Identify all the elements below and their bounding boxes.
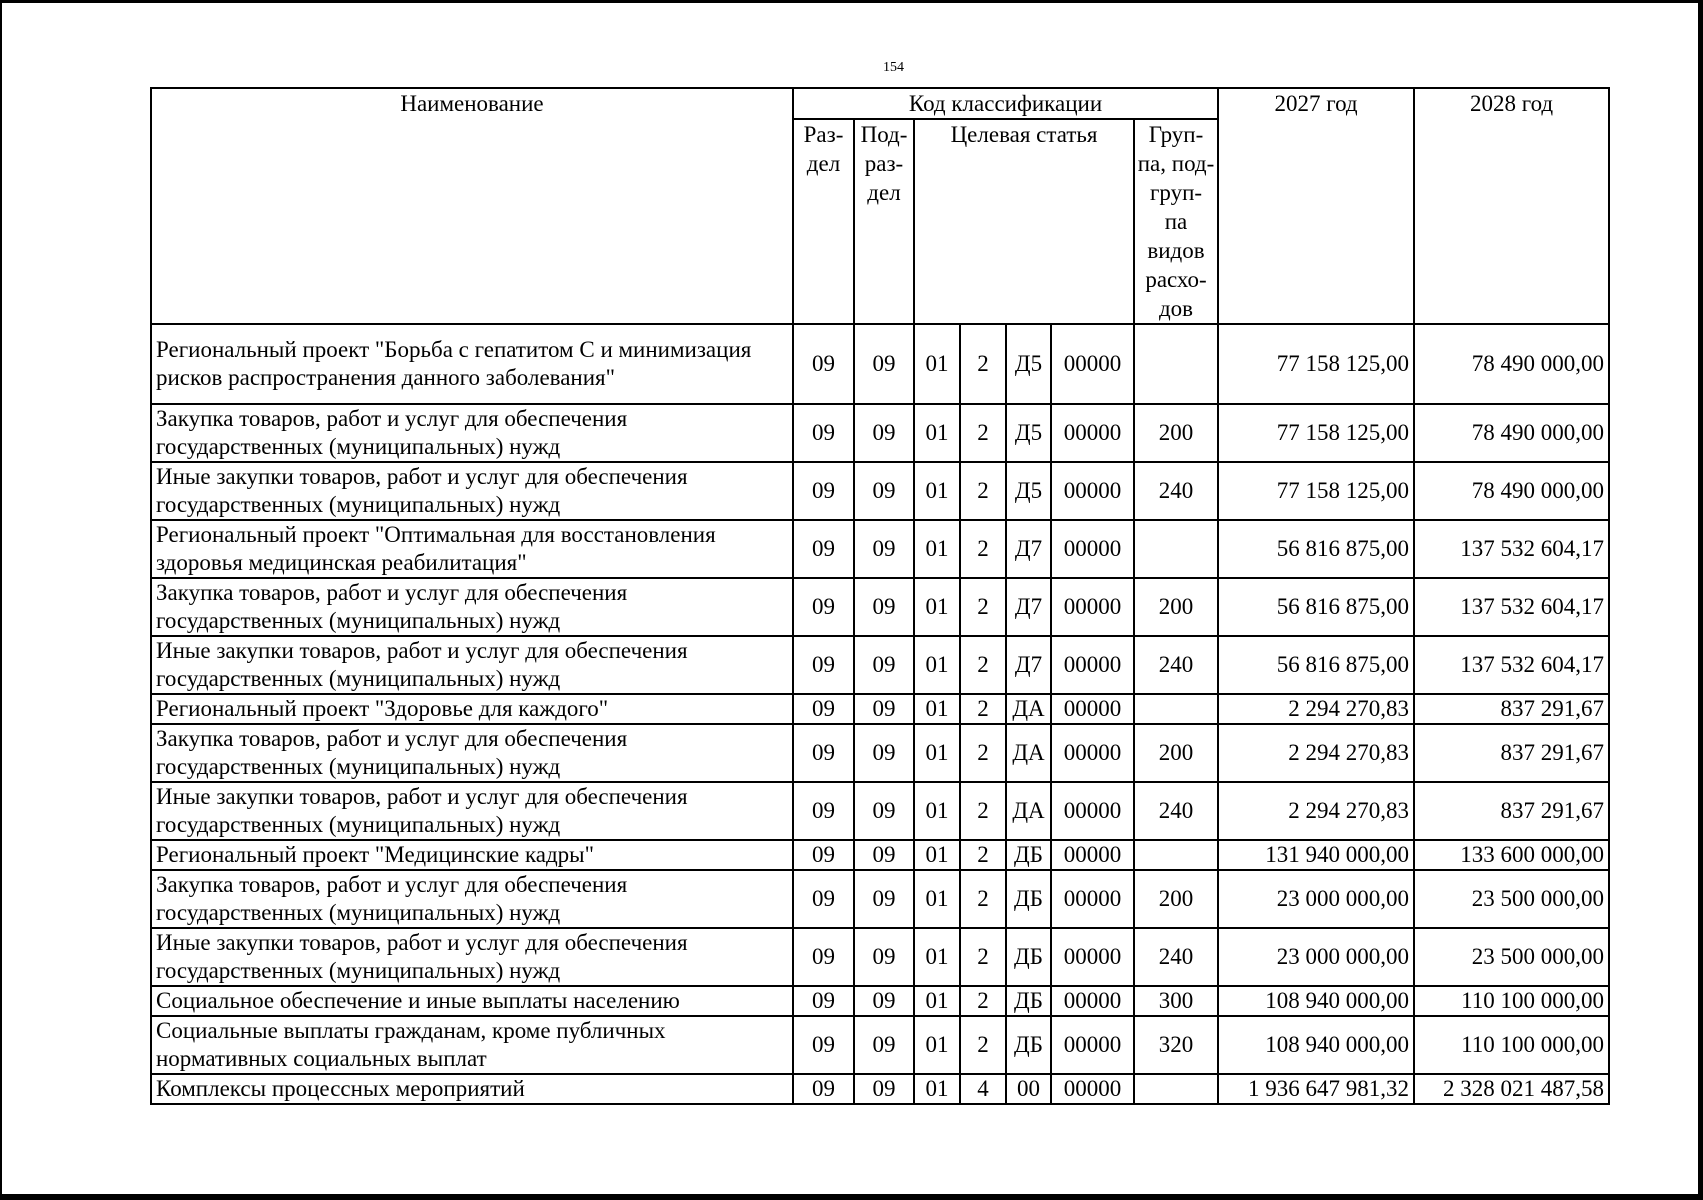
table-row: [151, 1016, 1609, 1074]
table-row: [151, 462, 1609, 520]
row-amount-2027: 108 940 000,00: [1218, 986, 1414, 1016]
row-target-program: 01: [914, 462, 960, 520]
table-body: [151, 324, 1609, 1104]
budget-table: [150, 87, 1610, 1105]
row-subsection: 09: [854, 1074, 914, 1104]
row-target-type: 2: [960, 840, 1006, 870]
row-target-project: Д7: [1006, 578, 1051, 636]
table-row: [151, 694, 1609, 724]
row-expense-group: 200: [1134, 870, 1218, 928]
table-row: [151, 782, 1609, 840]
row-amount-2028: 110 100 000,00: [1414, 986, 1609, 1016]
row-subsection: 09: [854, 724, 914, 782]
row-target-direction: 00000: [1051, 636, 1134, 694]
row-section: 09: [793, 1074, 854, 1104]
row-expense-group: 320: [1134, 1016, 1218, 1074]
row-target-direction: 00000: [1051, 928, 1134, 986]
row-amount-2027: 131 940 000,00: [1218, 840, 1414, 870]
row-amount-2027: 1 936 647 981,32: [1218, 1074, 1414, 1104]
row-target-type: 2: [960, 324, 1006, 404]
row-amount-2027: 108 940 000,00: [1218, 1016, 1414, 1074]
row-target-type: 2: [960, 724, 1006, 782]
row-subsection: 09: [854, 636, 914, 694]
row-subsection: 09: [854, 840, 914, 870]
row-target-direction: 00000: [1051, 724, 1134, 782]
row-target-project: ДА: [1006, 694, 1051, 724]
table-row: [151, 578, 1609, 636]
row-amount-2027: 56 816 875,00: [1218, 520, 1414, 578]
row-amount-2028: 137 532 604,17: [1414, 520, 1609, 578]
row-name: Закупка товаров, работ и услуг для обеспечения государственных (муниципальных) нужд: [151, 870, 793, 928]
row-amount-2027: 2 294 270,83: [1218, 694, 1414, 724]
row-target-type: 4: [960, 1074, 1006, 1104]
header-year-2028: 2028 год: [1414, 88, 1609, 324]
row-expense-group: [1134, 694, 1218, 724]
row-target-direction: 00000: [1051, 694, 1134, 724]
row-amount-2028: 837 291,67: [1414, 694, 1609, 724]
row-target-project: 00: [1006, 1074, 1051, 1104]
row-target-direction: 00000: [1051, 520, 1134, 578]
row-target-direction: 00000: [1051, 1016, 1134, 1074]
row-section: 09: [793, 840, 854, 870]
row-target-program: 01: [914, 840, 960, 870]
row-subsection: 09: [854, 404, 914, 462]
row-amount-2028: 837 291,67: [1414, 782, 1609, 840]
table-header: [151, 88, 1609, 324]
row-target-type: 2: [960, 986, 1006, 1016]
row-subsection: 09: [854, 694, 914, 724]
row-target-direction: 00000: [1051, 782, 1134, 840]
row-amount-2027: 77 158 125,00: [1218, 404, 1414, 462]
row-name: Иные закупки товаров, работ и услуг для обеспечения государственных (муниципальных) нужд: [151, 782, 793, 840]
row-section: 09: [793, 636, 854, 694]
row-target-direction: 00000: [1051, 986, 1134, 1016]
row-name: Региональный проект "Оптимальная для восстановления здоровья медицинская реабилитация": [151, 520, 793, 578]
row-target-direction: 00000: [1051, 462, 1134, 520]
row-subsection: 09: [854, 870, 914, 928]
row-name: Иные закупки товаров, работ и услуг для обеспечения государственных (муниципальных) нужд: [151, 636, 793, 694]
table-row: [151, 928, 1609, 986]
row-subsection: 09: [854, 1016, 914, 1074]
row-expense-group: 200: [1134, 578, 1218, 636]
row-section: 09: [793, 724, 854, 782]
row-section: 09: [793, 694, 854, 724]
row-name: Закупка товаров, работ и услуг для обеспечения государственных (муниципальных) нужд: [151, 724, 793, 782]
row-name: Региональный проект "Борьба с гепатитом С и минимизация рисков распространения данного заболевания": [151, 324, 793, 404]
row-target-program: 01: [914, 1016, 960, 1074]
row-amount-2028: 78 490 000,00: [1414, 462, 1609, 520]
row-amount-2027: 23 000 000,00: [1218, 870, 1414, 928]
row-target-direction: 00000: [1051, 404, 1134, 462]
row-target-program: 01: [914, 404, 960, 462]
row-section: 09: [793, 1016, 854, 1074]
row-target-project: ДБ: [1006, 840, 1051, 870]
row-subsection: 09: [854, 578, 914, 636]
row-name: Закупка товаров, работ и услуг для обеспечения государственных (муниципальных) нужд: [151, 404, 793, 462]
row-target-direction: 00000: [1051, 840, 1134, 870]
row-target-program: 01: [914, 1074, 960, 1104]
row-expense-group: 240: [1134, 462, 1218, 520]
row-amount-2027: 56 816 875,00: [1218, 636, 1414, 694]
row-amount-2027: 2 294 270,83: [1218, 782, 1414, 840]
row-amount-2028: 78 490 000,00: [1414, 404, 1609, 462]
row-section: 09: [793, 520, 854, 578]
row-target-project: Д5: [1006, 462, 1051, 520]
table-row: [151, 636, 1609, 694]
row-target-type: 2: [960, 404, 1006, 462]
row-amount-2027: 77 158 125,00: [1218, 324, 1414, 404]
row-name: Иные закупки товаров, работ и услуг для обеспечения государственных (муниципальных) нужд: [151, 462, 793, 520]
row-target-direction: 00000: [1051, 870, 1134, 928]
row-name: Региональный проект "Здоровье для каждого": [151, 694, 793, 724]
page-number: 154: [883, 60, 904, 75]
row-name: Социальные выплаты гражданам, кроме публичных нормативных социальных выплат: [151, 1016, 793, 1074]
row-target-program: 01: [914, 578, 960, 636]
row-target-program: 01: [914, 324, 960, 404]
row-name: Социальное обеспечение и иные выплаты населению: [151, 986, 793, 1016]
row-section: 09: [793, 928, 854, 986]
row-expense-group: 240: [1134, 782, 1218, 840]
row-target-project: ДБ: [1006, 870, 1051, 928]
row-target-program: 01: [914, 870, 960, 928]
row-target-project: ДБ: [1006, 986, 1051, 1016]
row-subsection: 09: [854, 520, 914, 578]
row-target-program: 01: [914, 782, 960, 840]
header-name: Наименование: [151, 88, 793, 324]
row-target-type: 2: [960, 782, 1006, 840]
row-target-program: 01: [914, 694, 960, 724]
row-amount-2027: 23 000 000,00: [1218, 928, 1414, 986]
row-target-project: ДБ: [1006, 928, 1051, 986]
row-expense-group: 300: [1134, 986, 1218, 1016]
row-target-project: Д5: [1006, 324, 1051, 404]
row-target-program: 01: [914, 520, 960, 578]
row-amount-2028: 133 600 000,00: [1414, 840, 1609, 870]
row-expense-group: [1134, 1074, 1218, 1104]
row-name: Региональный проект "Медицинские кадры": [151, 840, 793, 870]
row-amount-2028: 2 328 021 487,58: [1414, 1074, 1609, 1104]
row-target-type: 2: [960, 1016, 1006, 1074]
row-target-program: 01: [914, 724, 960, 782]
row-target-type: 2: [960, 694, 1006, 724]
row-amount-2027: 77 158 125,00: [1218, 462, 1414, 520]
row-amount-2027: 56 816 875,00: [1218, 578, 1414, 636]
row-expense-group: 240: [1134, 928, 1218, 986]
row-section: 09: [793, 578, 854, 636]
row-expense-group: 200: [1134, 724, 1218, 782]
row-amount-2028: 137 532 604,17: [1414, 636, 1609, 694]
row-target-direction: 00000: [1051, 324, 1134, 404]
row-target-project: ДБ: [1006, 1016, 1051, 1074]
row-expense-group: [1134, 840, 1218, 870]
table-row: [151, 1074, 1609, 1104]
row-amount-2028: 110 100 000,00: [1414, 1016, 1609, 1074]
row-target-direction: 00000: [1051, 578, 1134, 636]
row-target-type: 2: [960, 928, 1006, 986]
row-amount-2027: 2 294 270,83: [1218, 724, 1414, 782]
header-year-2027: 2027 год: [1218, 88, 1414, 324]
row-section: 09: [793, 870, 854, 928]
row-target-type: 2: [960, 578, 1006, 636]
row-section: 09: [793, 986, 854, 1016]
row-target-direction: 00000: [1051, 1074, 1134, 1104]
row-section: 09: [793, 462, 854, 520]
row-target-program: 01: [914, 636, 960, 694]
table-row: [151, 724, 1609, 782]
row-amount-2028: 137 532 604,17: [1414, 578, 1609, 636]
table-row: [151, 870, 1609, 928]
row-expense-group: 200: [1134, 404, 1218, 462]
row-target-type: 2: [960, 870, 1006, 928]
row-expense-group: [1134, 520, 1218, 578]
header-expense-group: Груп- па, под- груп- па видов расхо- дов: [1134, 119, 1218, 324]
table-row: [151, 404, 1609, 462]
table-row: [151, 520, 1609, 578]
table-row: [151, 324, 1609, 404]
row-target-type: 2: [960, 520, 1006, 578]
row-subsection: 09: [854, 462, 914, 520]
row-expense-group: [1134, 324, 1218, 404]
row-target-project: Д7: [1006, 520, 1051, 578]
header-subsection: Под- раз- дел: [854, 119, 914, 324]
row-target-program: 01: [914, 928, 960, 986]
row-section: 09: [793, 324, 854, 404]
row-name: Иные закупки товаров, работ и услуг для обеспечения государственных (муниципальных) нужд: [151, 928, 793, 986]
row-target-type: 2: [960, 636, 1006, 694]
row-amount-2028: 837 291,67: [1414, 724, 1609, 782]
row-amount-2028: 23 500 000,00: [1414, 928, 1609, 986]
row-section: 09: [793, 782, 854, 840]
row-target-project: Д5: [1006, 404, 1051, 462]
row-target-project: ДА: [1006, 724, 1051, 782]
header-section: Раз- дел: [793, 119, 854, 324]
row-subsection: 09: [854, 782, 914, 840]
row-name: Комплексы процессных мероприятий: [151, 1074, 793, 1104]
row-section: 09: [793, 404, 854, 462]
row-name: Закупка товаров, работ и услуг для обеспечения государственных (муниципальных) нужд: [151, 578, 793, 636]
row-target-project: ДА: [1006, 782, 1051, 840]
row-target-program: 01: [914, 986, 960, 1016]
row-target-type: 2: [960, 462, 1006, 520]
table-row: [151, 840, 1609, 870]
row-expense-group: 240: [1134, 636, 1218, 694]
row-target-project: Д7: [1006, 636, 1051, 694]
row-subsection: 09: [854, 986, 914, 1016]
row-subsection: 09: [854, 928, 914, 986]
row-subsection: 09: [854, 324, 914, 404]
row-amount-2028: 23 500 000,00: [1414, 870, 1609, 928]
header-classification-code: Код классификации: [793, 88, 1218, 119]
table-row: [151, 986, 1609, 1016]
header-target-article: Целевая статья: [914, 119, 1134, 324]
row-amount-2028: 78 490 000,00: [1414, 324, 1609, 404]
